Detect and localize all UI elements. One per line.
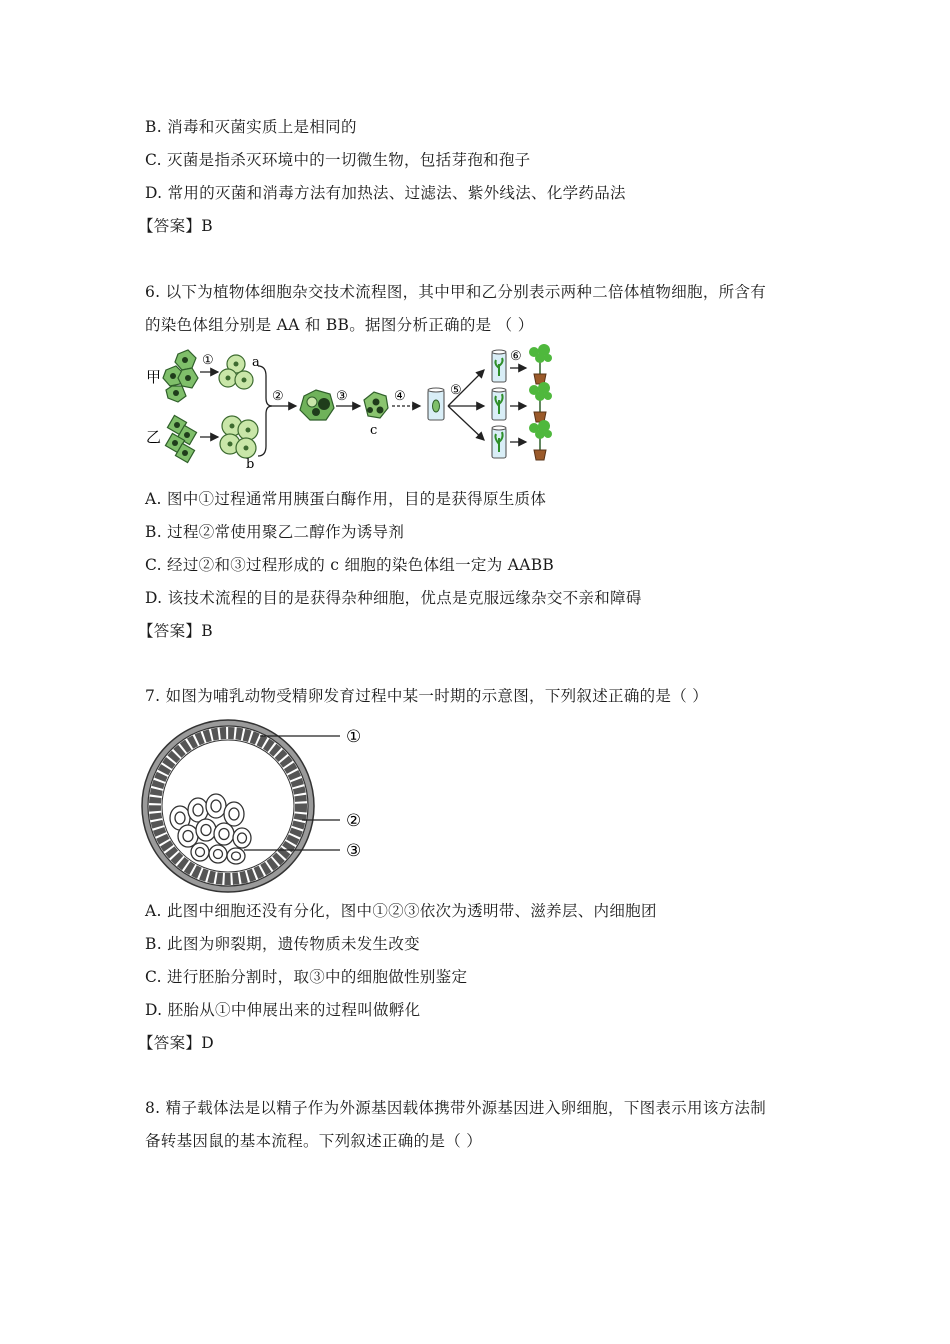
q6-stem-line1: 6. 以下为植物体细胞杂交技术流程图，其中甲和乙分别表示两种二倍体植物细胞，所含有 [145,283,767,301]
step5-label: ⑤ [450,383,462,398]
step2-label: ② [272,389,284,404]
label-c: c [370,423,378,438]
plant-bottom-icon [529,420,552,460]
label-1: ① [346,727,362,747]
q6-stem-line2: 的染色体组分别是 AA 和 BB。据图分析正确的是 （ ） [145,316,534,334]
q5-option-d: D. 常用的灭菌和消毒方法有加热法、过滤法、紫外线法、化学药品法 [145,184,626,202]
step6-label: ⑥ [510,349,522,364]
jia-cells-icon [163,350,198,402]
q6-option-d: D. 该技术流程的目的是获得杂种细胞，优点是克服远缘杂交不亲和障碍 [145,589,642,607]
q7-stem: 7. 如图为哺乳动物受精卵发育过程中某一时期的示意图，下列叙述正确的是（ ） [145,687,709,705]
q6-option-b: B. 过程②常使用聚乙二醇作为诱导剂 [145,523,405,541]
q5-answer: 【答案】B [138,217,213,235]
q7-option-b: B. 此图为卵裂期，遗传物质未发生改变 [145,935,420,953]
tube-top-icon [492,350,506,382]
step3-label: ③ [336,389,348,404]
fused-cells-icon [300,390,334,420]
label-3: ③ [346,841,362,861]
cells-b-icon [220,416,258,458]
label-2: ② [346,811,362,831]
q7-answer: 【答案】D [138,1034,214,1052]
tube-middle-icon [492,388,506,420]
callus-tube-icon [428,388,444,420]
q7-blastocyst-diagram [140,718,380,898]
plant-top-icon [529,344,552,384]
cells-a-icon [219,355,253,389]
hybrid-cell-c-icon [364,392,388,418]
step1-label: ① [202,353,214,368]
q6-flow-diagram [140,342,560,470]
brace-icon [258,366,272,456]
q8-stem-line1: 8. 精子载体法是以精子作为外源基因载体携带外源基因进入卵细胞，下图表示用该方法制 [145,1099,767,1117]
q6-option-a: A. 图中①过程通常用胰蛋白酶作用，目的是获得原生质体 [145,490,547,508]
q5-option-c: C. 灭菌是指杀灭环境中的一切微生物，包括芽孢和孢子 [145,151,531,169]
q8-stem-line2: 备转基因鼠的基本流程。下列叙述正确的是（ ） [145,1132,483,1150]
q5-option-b: B. 消毒和灭菌实质上是相同的 [145,118,357,136]
q7-option-c: C. 进行胚胎分割时，取③中的细胞做性别鉴定 [145,968,468,986]
yi-cells-icon [165,415,196,462]
q7-option-d: D. 胚胎从①中伸展出来的过程叫做孵化 [145,1001,421,1019]
q6-option-c: C. 经过②和③过程形成的 c 细胞的染色体组一定为 AABB [145,556,555,574]
q6-answer: 【答案】B [138,622,213,640]
q7-option-a: A. 此图中细胞还没有分化，图中①②③依次为透明带、滋养层、内细胞团 [145,902,657,920]
step4-label: ④ [394,389,406,404]
plant-middle-icon [529,382,552,422]
tube-bottom-icon [492,426,506,458]
label-a: a [252,355,260,370]
label-yi: 乙 [146,428,162,446]
label-b: b [246,457,255,470]
label-jia: 甲 [146,368,162,386]
